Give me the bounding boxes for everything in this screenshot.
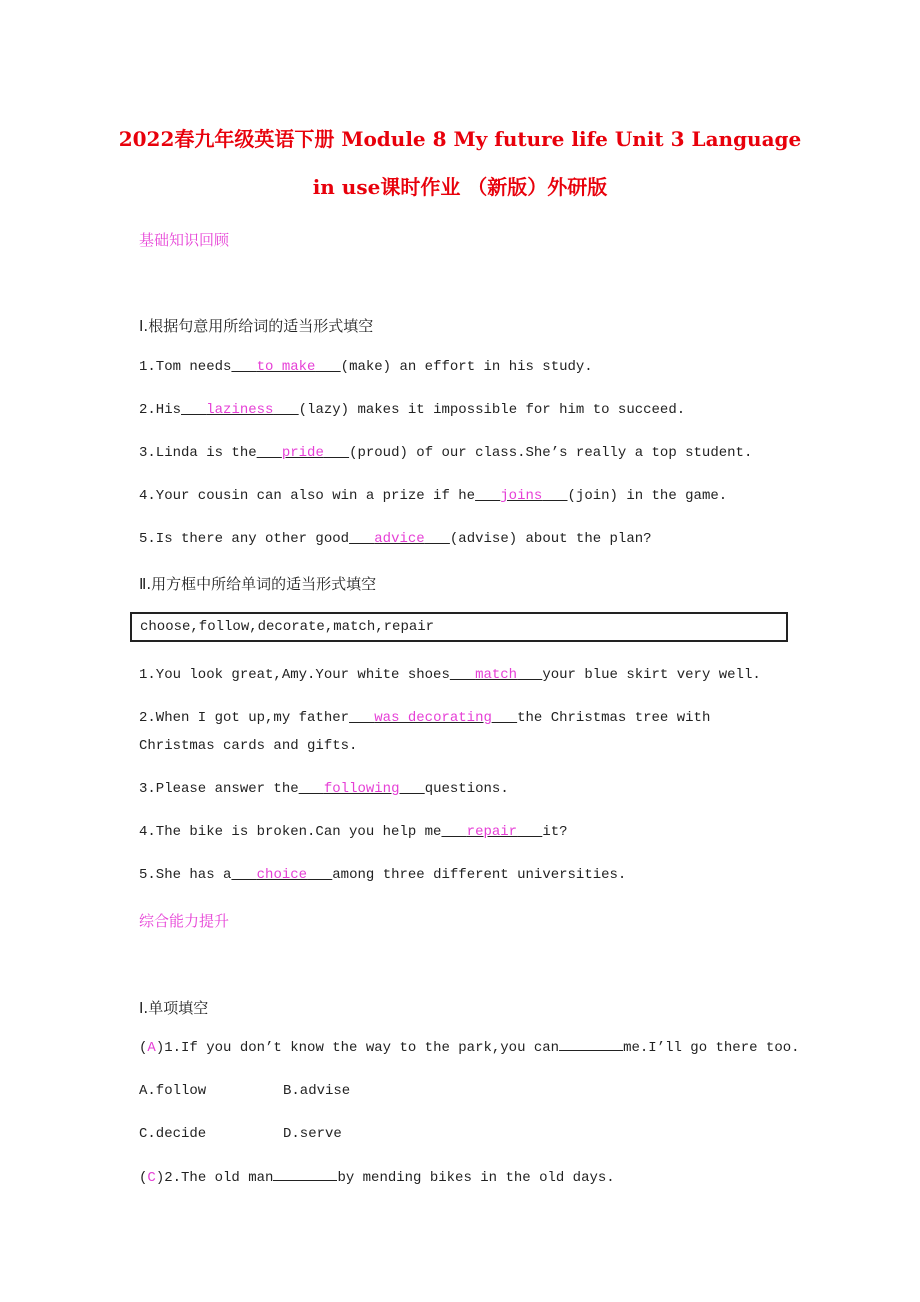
part3-heading: Ⅰ.单项填空 [139,999,209,1017]
part2-question-3: 3.Please answer the following questions. [139,781,509,797]
blank [273,1166,337,1181]
part2-question-2: 2.When I got up,my father was decorating the Christmas tree with Christmas cards and gifts. [139,710,711,754]
part2-question-5: 5.She has a choice among three different universities. [139,867,627,883]
mc-question-1: (A)1.If you don’t know the way to the park,you can me.I’ll go there too. [139,1034,789,1062]
part2-heading: Ⅱ.用方框中所给单词的适当形式填空 [139,575,377,593]
answer-key: C [147,1170,156,1186]
part2-question-1: 1.You look great,Amy.Your white shoes match your blue skirt very well. [139,667,761,683]
answer: pride [281,445,324,461]
blank [559,1036,623,1051]
part2-question-4: 4.The bike is broken.Can you help me repair it? [139,824,568,840]
part1-question-1: 1.Tom needs to make (make) an effort in his study. [139,359,593,375]
mc-question-2: (C)2.The old man by mending bikes in the old days. [139,1164,789,1192]
part1-question-2: 2.His laziness (lazy) makes it impossible for him to succeed. [139,402,686,418]
section-basic-review: 基础知识回顾 [139,231,230,249]
part1-question-3: 3.Linda is the pride (proud) of our class.She’s really a top student. [139,445,753,461]
option-d: D.serve [283,1126,342,1142]
part1-question-4: 4.Your cousin can also win a prize if he joins (join) in the game. [139,488,728,504]
document-title-line1: 2022春九年级英语下册 Module 8 My future life Unit 3 Language [118,127,802,151]
answer: was decorating [374,710,492,726]
option-a: A.follow [139,1083,207,1099]
word-box [130,612,788,642]
answer: match [475,667,518,683]
option-c: C.decide [139,1126,207,1142]
part1-question-5: 5.Is there any other good advice (advise) about the plan? [139,531,652,547]
answer: joins [500,488,543,504]
option-b: B.advise [283,1083,351,1099]
answer: repair [466,824,518,840]
answer: to make [256,359,316,375]
answer-key: A [147,1040,156,1056]
answer: advice [374,531,425,547]
answer: following [323,781,400,797]
answer: choice [256,867,308,883]
word-box-text: choose,follow,decorate,match,repair [140,619,435,635]
section-comprehensive: 综合能力提升 [139,912,230,930]
part1-heading: Ⅰ.根据句意用所给词的适当形式填空 [139,317,374,335]
document-title-line2: in use课时作业 （新版）外研版 [312,175,608,199]
answer: laziness [206,402,274,418]
